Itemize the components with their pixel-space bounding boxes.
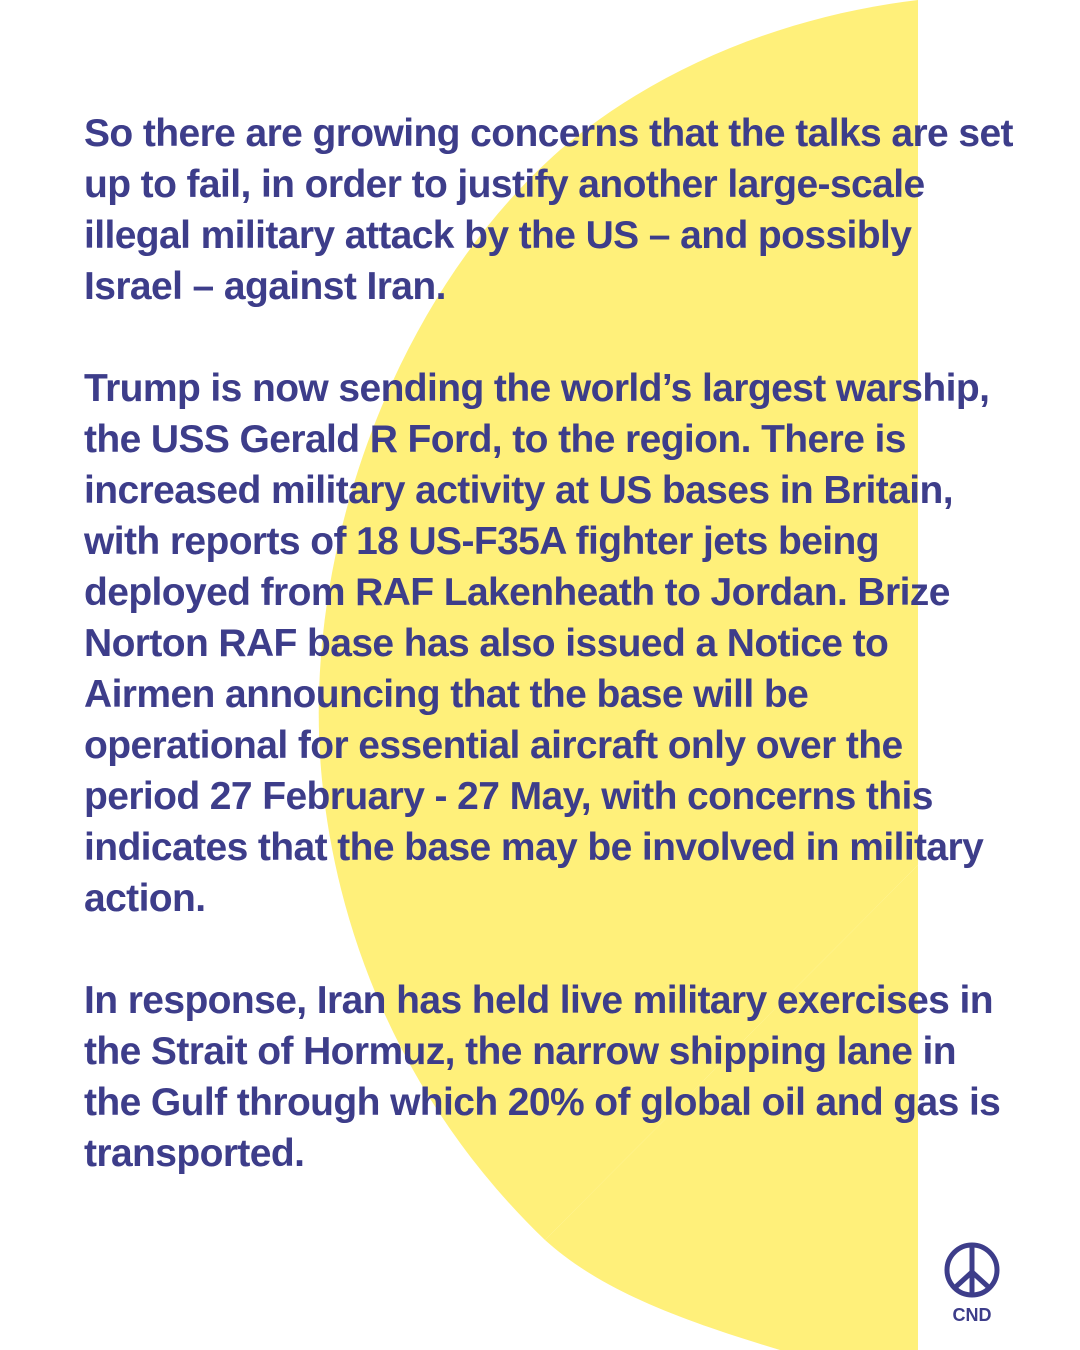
- cnd-logo: [940, 1240, 1004, 1325]
- paragraph-1: So there are growing concerns that the talks are set up to fail, in order to justify another large-scale illegal military attack by the US – and possibly Israel – against Iran.: [84, 112, 1013, 308]
- peace-symbol-icon: [942, 1240, 1002, 1300]
- paragraph-2: Trump is now sending the world’s largest warship, the USS Gerald R Ford, to the region. There is increased military activity at US bases in Britain, with reports of 18 US-F35A fighter jets being deployed from RAF Lakenheath to Jordan. Brize Norton RAF base has also issued a Notice to Airmen announcing that the base will be operational for essential aircraft only over the period 27 February - 27 May, with concerns this indicates that the base may be involved in military action.: [84, 367, 990, 920]
- paragraph-3: In response, Iran has held live military exercises in the Strait of Hormuz, the narrow shipping lane in the Gulf through which 20% of global oil and gas is transported.: [84, 979, 1001, 1175]
- logo-label: CND: [952, 1305, 992, 1325]
- body-text: [84, 108, 1014, 1230]
